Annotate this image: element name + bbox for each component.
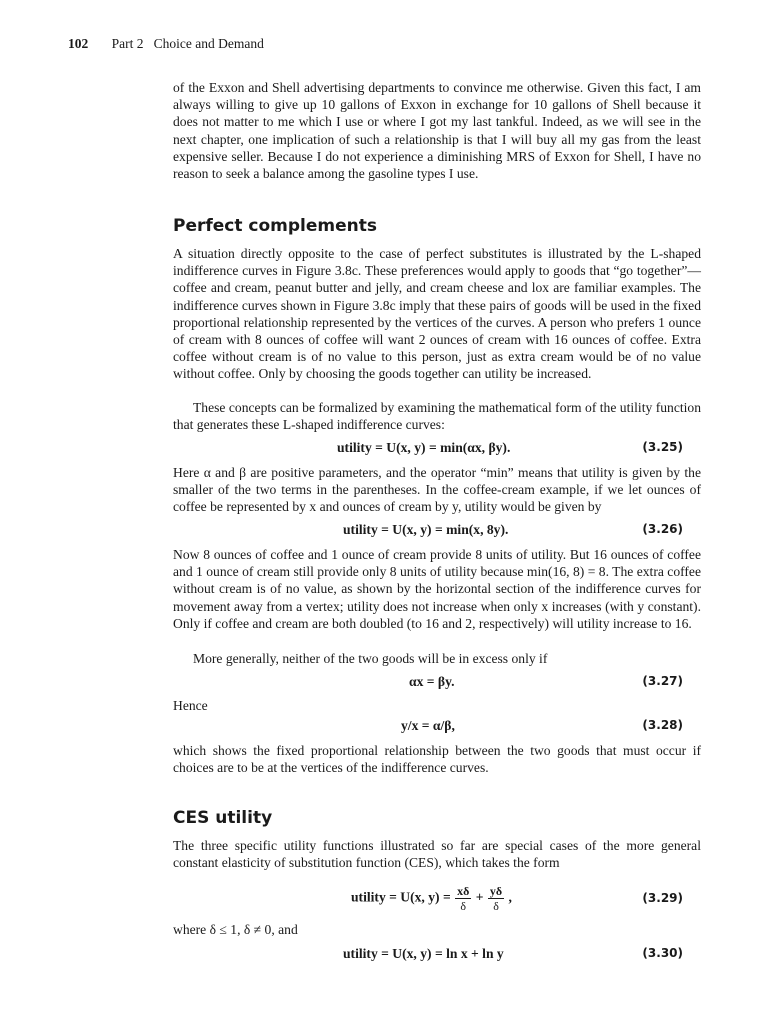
paragraph-perfect-complements: A situation directly opposite to the case of perfect substitutes is illustrated by the L-shaped indifference curves in Figure 3.8c. These preferences would apply to goods that “go together”—coffee and cream, peanut butter and jelly, and cream cheese and lox are familiar examples. The indifference curves shown in Figure 3.8c imply that these pairs of goods will be used in the fixed proportional relationship represented by the vertices of the curves. A person who prefers 1 ounce of cream with 8 ounces of coffee will want 2 ounces of cream with 16 ounces of coffee. Extra coffee without cream is of no value to this person, just as extra cream would be of no value without coffee. Only by choosing the goods together can utility be increased. <box>173 246 701 382</box>
equation-3-25-number: (3.25) <box>642 440 683 454</box>
equation-3-27 <box>173 674 701 694</box>
equation-3-29-number: (3.29) <box>642 891 683 905</box>
equation-3-26-number: (3.26) <box>642 522 683 536</box>
equation-3-26-formula: utility = U(x, y) = min(x, 8y). <box>343 522 509 537</box>
equation-3-30 <box>173 946 701 966</box>
equation-3-28-number: (3.28) <box>642 718 683 732</box>
equation-3-27-number: (3.27) <box>642 674 683 688</box>
equation-3-25-formula: utility = U(x, y) = min(αx, βy). <box>337 440 511 455</box>
equation-3-25 <box>173 440 701 460</box>
paragraph-coffee-cream: Now 8 ounces of coffee and 1 ounce of cream provide 8 units of utility. But 16 ounces of coffee and 1 ounce of cream still provide only 8 units of utility because min(16, 8) = 8. The extra coffee without cream is of no value, as shown by the horizontal section of the indifference curves for movement away from a vertex; utility does not increase when only x increases (with y constant). Only if coffee and cream are both doubled (to 16 and 2, respectively) will utility increase to 16. <box>173 547 701 631</box>
running-head: Part 2 Choice and Demand <box>111 36 264 51</box>
paragraph-more-generally: More generally, neither of the two goods will be in excess only if <box>193 651 548 666</box>
equation-3-29-formula: utility = U(x, y) = $\frac{x\delta}{\delta}$ + $\frac{y\delta}{\delta}$ , <box>351 884 512 913</box>
paragraph-ces: The three specific utility functions illustrated so far are special cases of the more general constant elasticity of substitution function (CES), which takes the form <box>173 838 701 871</box>
fraction-y-delta: $\frac{y\delta}{\delta}$ <box>489 884 503 913</box>
paragraph-where-delta: where δ ≤ 1, δ ≠ 0, and <box>173 922 298 937</box>
page-header <box>68 36 264 52</box>
paragraph-parameters: Here α and β are positive parameters, and the operator “min” means that utility is given by the smaller of the two terms in the parentheses. In the coffee-cream example, if we let ounces of coffee be represented by x and ounces of cream by y, utility would be given by <box>173 465 701 515</box>
page-number: 102 <box>68 36 89 51</box>
equation-3-30-number: (3.30) <box>642 946 683 960</box>
equation-3-27-formula: αx = βy. <box>409 674 455 689</box>
equation-3-26 <box>173 522 701 542</box>
fraction-x-delta: $\frac{x\delta}{\delta}$ <box>457 884 470 913</box>
paragraph-hence: Hence <box>173 698 208 713</box>
paragraph-vertices: which shows the fixed proportional relationship between the two goods that must occur if choices are to be at the vertices of the indifference curves. <box>173 743 701 776</box>
heading-ces-utility: CES utility <box>173 808 273 828</box>
paragraph-formalized: These concepts can be formalized by examining the mathematical form of the utility function that generates these L-shaped indifference curves: <box>173 400 701 433</box>
equation-3-28-formula: y/x = α/β, <box>401 718 455 733</box>
paragraph-exxon-shell: of the Exxon and Shell advertising departments to convince me otherwise. Given this fact, I am always willing to give up 10 gallons of Exxon in exchange for 10 gallons of Shell because it does not matter to me which I use or where I got my last tankful. Indeed, as we will see in the next chapter, one implication of such a relationship is that I will buy all my gas from the least expensive seller. Because I do not experience a diminishing MRS of Exxon for Shell, I have no reason to seek a balance among the gasoline types I use. <box>173 80 701 182</box>
equation-3-28 <box>173 718 701 738</box>
heading-perfect-complements: Perfect complements <box>173 216 378 236</box>
equation-3-30-formula: utility = U(x, y) = ln x + ln y <box>343 946 504 961</box>
equation-3-29 <box>173 880 701 916</box>
